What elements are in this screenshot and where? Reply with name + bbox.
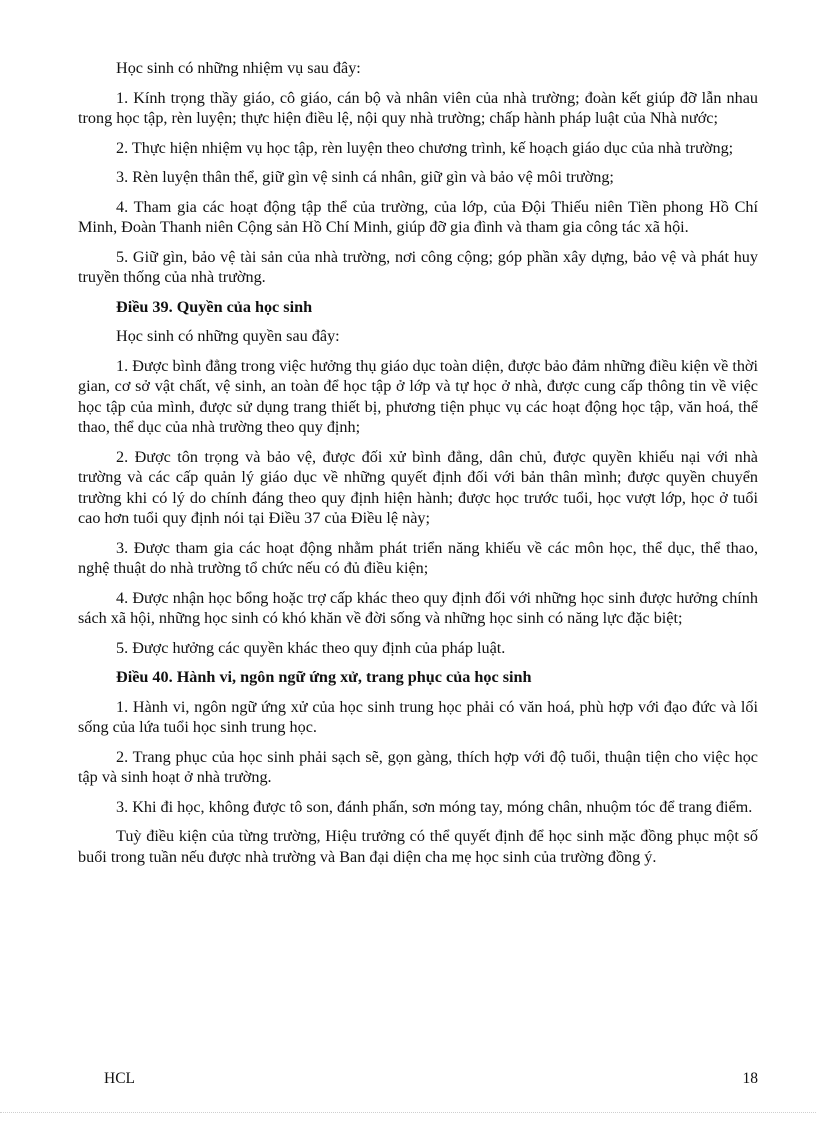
paragraph: 4. Tham gia các hoạt động tập thể của trường, của lớp, của Đội Thiếu niên Tiền phong Hồ Chí Minh, Đoàn Thanh niên Cộng sản Hồ Chí Minh, giúp đỡ gia đình và tham gia công tác xã hội. xyxy=(78,197,758,236)
page-number: 18 xyxy=(742,1070,758,1087)
document-body xyxy=(78,58,758,876)
footer-label: HCL xyxy=(104,1070,135,1087)
paragraph: Học sinh có những quyền sau đây: xyxy=(116,327,340,345)
section-heading: Điều 40. Hành vi, ngôn ngữ ứng xử, trang phục của học sinh xyxy=(116,668,532,686)
paragraph: 2. Được tôn trọng và bảo vệ, được đối xử bình đẳng, dân chủ, được quyền khiếu nại với nhà trường và các cấp quản lý giáo dục về những quyết định đối với bản thân mình; được quyền chuyển trường khi có lý do chính đáng theo quy định hiện hành; được học trước tuổi, học vượt lớp, học ở tuổi cao hơn tuổi quy định nói tại Điều 37 của Điều lệ này; xyxy=(78,447,758,527)
paragraph: Học sinh có những nhiệm vụ sau đây: xyxy=(116,59,361,77)
paragraph: 1. Kính trọng thầy giáo, cô giáo, cán bộ và nhân viên của nhà trường; đoàn kết giúp đỡ lẫn nhau trong học tập, rèn luyện; thực hiện điều lệ, nội quy nhà trường; chấp hành pháp luật của Nhà nước; xyxy=(78,88,758,127)
paragraph: 3. Khi đi học, không được tô son, đánh phấn, sơn móng tay, móng chân, nhuộm tóc để trang điểm. xyxy=(116,797,753,816)
paragraph: 4. Được nhận học bổng hoặc trợ cấp khác theo quy định đối với những học sinh được hưởng chính sách xã hội, những học sinh có khó khăn về đời sống và những học sinh có năng lực đặc biệt; xyxy=(78,588,758,627)
paragraph: 5. Giữ gìn, bảo vệ tài sản của nhà trường, nơi công cộng; góp phần xây dựng, bảo vệ và phát huy truyền thống của nhà trường. xyxy=(78,247,758,286)
paragraph: 5. Được hưởng các quyền khác theo quy định của pháp luật. xyxy=(116,638,506,657)
section-heading: Điều 39. Quyền của học sinh xyxy=(116,297,313,316)
paragraph: Tuỳ điều kiện của từng trường, Hiệu trưởng có thể quyết định để học sinh mặc đồng phục một số buổi trong tuần nếu được nhà trường và Ban đại diện cha mẹ học sinh của trường đồng ý. xyxy=(78,827,758,866)
paragraph: 1. Hành vi, ngôn ngữ ứng xử của học sinh trung học phải có văn hoá, phù hợp với đạo đức và lối sống của lứa tuổi học sinh trung học. xyxy=(78,697,758,736)
paragraph: 1. Được bình đẳng trong việc hưởng thụ giáo dục toàn diện, được bảo đảm những điều kiện về thời gian, cơ sở vật chất, vệ sinh, an toàn để học tập ở lớp và tự học ở nhà, được cung cấp thông tin về việc học tập của mình, được sử dụng trang thiết bị, phương tiện phục vụ các hoạt động học tập, văn hoá, thể thao, thể dục của nhà trường theo quy định; xyxy=(78,356,758,436)
paragraph: 3. Rèn luyện thân thể, giữ gìn vệ sinh cá nhân, giữ gìn và bảo vệ môi trường; xyxy=(116,168,614,186)
paragraph: 2. Trang phục của học sinh phải sạch sẽ, gọn gàng, thích hợp với độ tuổi, thuận tiện cho việc học tập và sinh hoạt ở nhà trường. xyxy=(78,747,758,786)
paragraph: 2. Thực hiện nhiệm vụ học tập, rèn luyện theo chương trình, kế hoạch giáo dục của nhà trường; xyxy=(116,138,734,157)
page-footer xyxy=(78,1069,758,1089)
paragraph: 3. Được tham gia các hoạt động nhằm phát triển năng khiếu về các môn học, thể dục, thể thao, nghệ thuật do nhà trường tổ chức nếu có đủ điều kiện; xyxy=(78,538,758,577)
page-bottom-rule xyxy=(0,1112,816,1113)
